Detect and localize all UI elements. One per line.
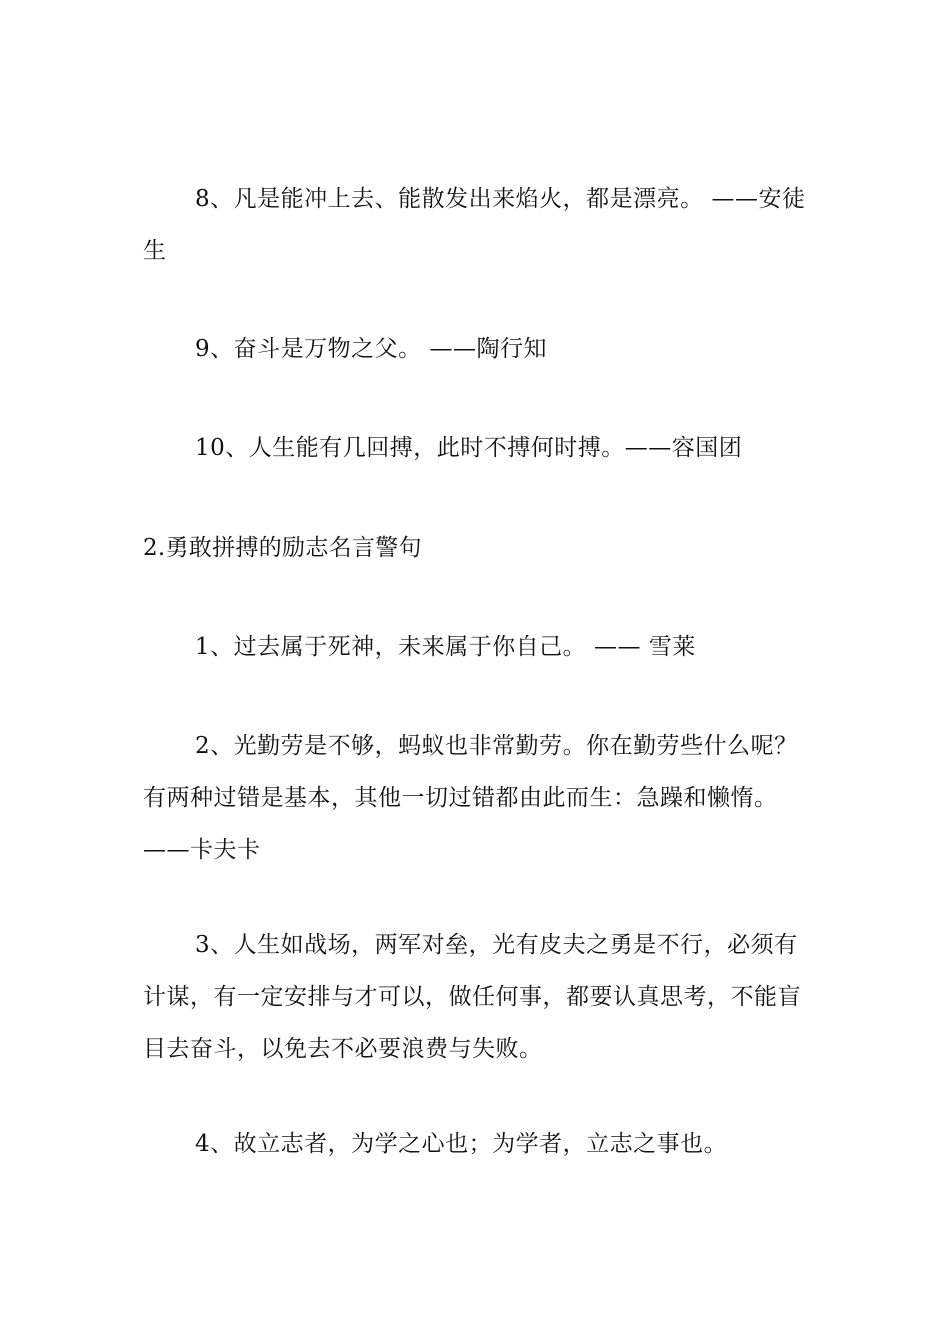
quote-paragraph-1: 1、过去属于死神，未来属于你自己。 —— 雪莱 <box>195 634 696 660</box>
quote-paragraph-2: 2、光勤劳是不够，蚂蚁也非常勤劳。你在勤劳些什么呢？有两种过错是基本，其他一切过错都由此而生：急躁和懒惰。——卡夫卡 <box>143 733 798 863</box>
quote-paragraph-8: 8、凡是能冲上去、能散发出来焰火，都是漂亮。 ——安徒生 <box>143 186 806 264</box>
quote-paragraph-4: 4、故立志者，为学之心也；为学者，立志之事也。 <box>195 1131 728 1157</box>
section-heading: 2.勇敢拼搏的励志名言警句 <box>143 535 422 561</box>
quote-paragraph-3: 3、人生如战场，两军对垒，光有皮夫之勇是不行，必须有计谋，有一定安排与才可以，做任何事，都要认真思考，不能盲目去奋斗，以免去不必要浪费与失败。 <box>143 932 801 1062</box>
quote-paragraph-10: 10、人生能有几回搏，此时不搏何时搏。——容国团 <box>195 435 743 461</box>
quote-paragraph-9: 9、奋斗是万物之父。 ——陶行知 <box>195 336 547 362</box>
